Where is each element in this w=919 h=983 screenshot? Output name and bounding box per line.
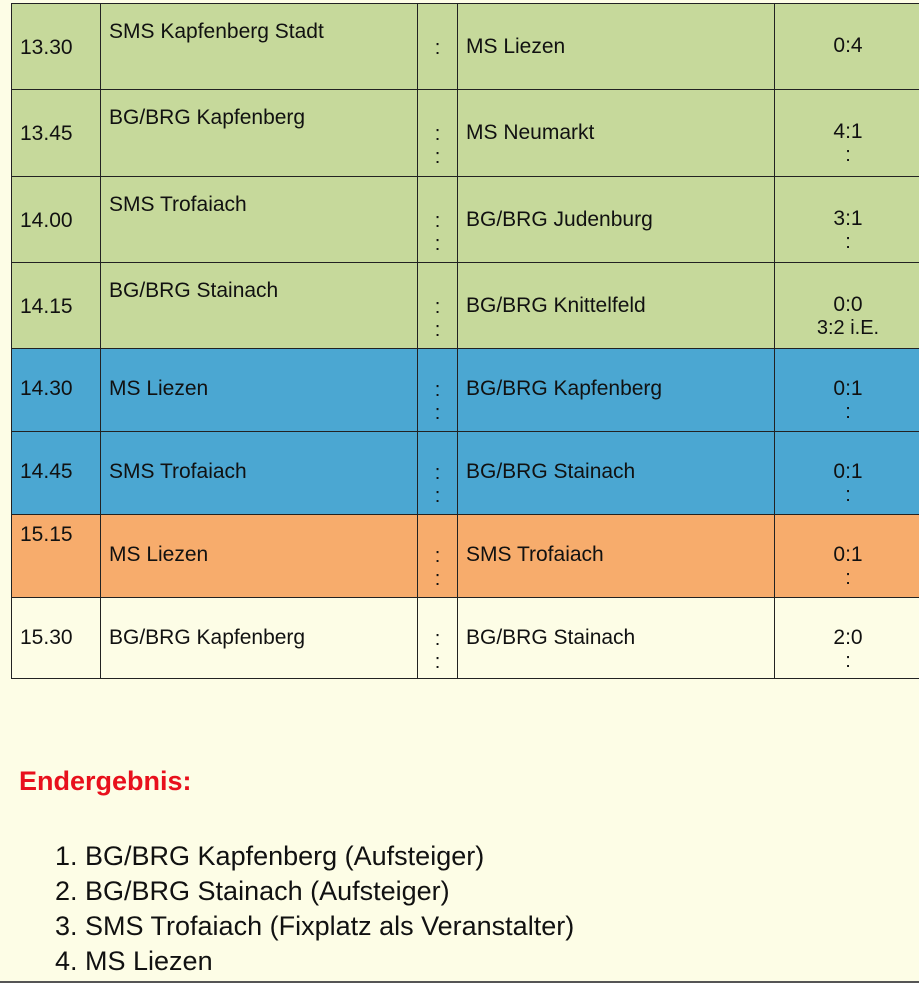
vs-separator: : :	[418, 432, 458, 515]
vs-separator: : :	[418, 263, 458, 349]
vs-separator: : :	[418, 90, 458, 177]
home-team: BG/BRG Kapfenberg	[101, 90, 418, 177]
match-time: 15.15	[12, 515, 101, 598]
penalty-result: 3:2 i.E.	[816, 317, 880, 339]
table-row	[12, 177, 919, 263]
away-team: BG/BRG Stainach	[458, 432, 775, 515]
table-row	[12, 598, 919, 679]
away-team: BG/BRG Stainach	[458, 598, 775, 679]
home-team: SMS Trofaiach	[101, 177, 418, 263]
table-row	[12, 90, 919, 177]
vs-separator: : :	[418, 598, 458, 679]
match-time: 14.30	[12, 349, 101, 432]
away-team: MS Liezen	[458, 4, 775, 90]
match-schedule-table	[11, 3, 919, 679]
away-team: SMS Trofaiach	[458, 515, 775, 598]
match-time: 15.30	[12, 598, 101, 679]
match-time: 14.00	[12, 177, 101, 263]
away-team: MS Neumarkt	[458, 90, 775, 177]
match-score: 0:4	[775, 4, 919, 90]
home-team: SMS Kapfenberg Stadt	[101, 4, 418, 90]
vs-separator: : :	[418, 177, 458, 263]
final-result-heading: Endergebnis:	[19, 766, 192, 796]
away-team: BG/BRG Kapfenberg	[458, 349, 775, 432]
away-team: BG/BRG Knittelfeld	[458, 263, 775, 349]
vs-separator: : :	[418, 515, 458, 598]
away-team: BG/BRG Judenburg	[458, 177, 775, 263]
ranking-item: 2. BG/BRG Stainach (Aufsteiger)	[55, 876, 450, 906]
table-row	[12, 4, 919, 90]
match-time: 14.45	[12, 432, 101, 515]
vs-separator: :	[418, 4, 458, 90]
match-score: 0:1 :	[775, 432, 919, 515]
ranking-item: 1. BG/BRG Kapfenberg (Aufsteiger)	[55, 841, 485, 871]
table-row	[12, 349, 919, 432]
match-score: 4:1 :	[775, 90, 919, 177]
match-time: 13.45	[12, 90, 101, 177]
match-time: 14.15	[12, 263, 101, 349]
match-score: 2:0 :	[775, 598, 919, 679]
ranking-item: 4. MS Liezen	[55, 946, 213, 976]
match-score: 0:1 :	[775, 349, 919, 432]
match-score: 0:0 3:2 i.E.	[775, 263, 919, 349]
home-team: MS Liezen	[101, 349, 418, 432]
home-team: BG/BRG Kapfenberg	[101, 598, 418, 679]
match-score: 0:1 :	[775, 515, 919, 598]
home-team: BG/BRG Stainach	[101, 263, 418, 349]
table-row	[12, 263, 919, 349]
table-row	[12, 432, 919, 515]
table-row	[12, 515, 919, 598]
home-team: MS Liezen	[101, 515, 418, 598]
home-team: SMS Trofaiach	[101, 432, 418, 515]
match-score: 3:1 :	[775, 177, 919, 263]
final-ranking-list	[55, 839, 574, 979]
match-time: 13.30	[12, 4, 101, 90]
vs-separator: : :	[418, 349, 458, 432]
ranking-item: 3. SMS Trofaiach (Fixplatz als Veranstalter)	[55, 911, 575, 941]
